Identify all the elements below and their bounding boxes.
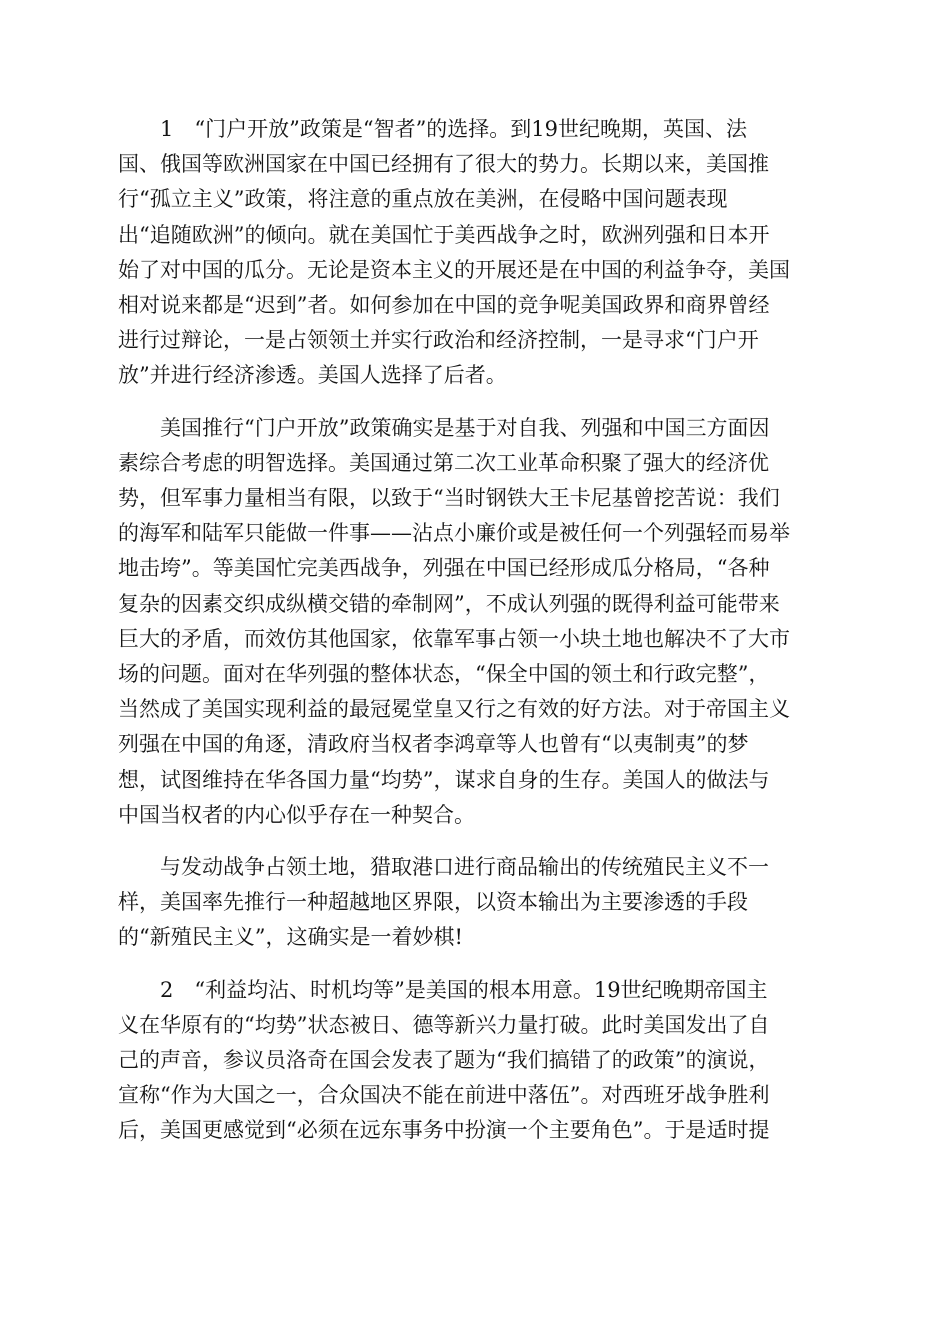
text-line: 2 “利益均沾、时机均等”是美国的根本用意。19世纪晚期帝国主 [160,977,768,1002]
text-line: 1 “门户开放”政策是“智者”的选择。到19世纪晚期，英国、法 [160,117,748,141]
text-line: 素综合考虑的明智选择。美国通过第二次工业革命积聚了强大的经济优 [118,450,769,475]
paragraph-open-door-wise-choice [118,112,838,394]
text-line: 场的问题。面对在华列强的整体状态，“保全中国的领土和行政完整”， [118,662,770,687]
text-line: 宣称“作为大国之一，合众国决不能在前进中落伍”。对西班牙战争胜利 [118,1083,770,1108]
text-line: 复杂的因素交织成纵横交错的牵制网”，不成认列强的既得利益可能带来 [118,591,780,616]
text-line: 行“孤立主义”政策，将注意的重点放在美洲，在侵略中国问题表现 [118,187,728,212]
text-line: 当然成了美国实现利益的最冠冕堂皇又行之有效的好方法。对于帝国主义 [118,697,790,722]
paragraph-new-colonialism [118,850,838,956]
text-line: 的“新殖民主义”，这确实是一着妙棋! [118,925,463,950]
text-line: 出“追随欧洲”的倾向。就在美国忙于美西战争之时，欧洲列强和日本开 [118,222,770,247]
text-line: 想，试图维持在华各国力量“均势”，谋求自身的生存。美国人的做法与 [118,767,770,792]
text-line: 中国当权者的内心似乎存在一种契合。 [118,802,475,827]
text-line: 义在华原有的“均势”状态被日、德等新兴力量打破。此时美国发出了自 [118,1012,770,1037]
document-body [118,112,838,1166]
text-line: 己的声音，参议员洛奇在国会发表了题为“我们搞错了的政策”的演说， [118,1048,770,1073]
text-line: 样，美国率先推行一种超越地区界限，以资本输出为主要渗透的手段 [118,890,748,915]
text-line: 与发动战争占领土地，猎取港口进行商品输出的传统殖民主义不一 [160,855,769,880]
paragraph-three-factors [118,411,838,833]
text-line: 列强在中国的角逐，清政府当权者李鸿章等人也曾有“以夷制夷”的梦 [118,732,749,757]
text-line: 地击垮”。等美国忙完美西战争，列强在中国已经形成瓜分格局，“各种 [118,556,770,581]
text-line: 美国推行“门户开放”政策确实是基于对自我、列强和中国三方面因 [160,415,770,440]
text-line: 的海军和陆军只能做一件事——沾点小廉价或是被任何一个列强轻而易举 [118,521,790,546]
text-line: 国、俄国等欧洲国家在中国已经拥有了很大的势力。长期以来，美国推 [118,152,769,177]
text-line: 进行过辩论，一是占领领土并实行政治和经济控制，一是寻求“门户开 [118,328,759,353]
text-line: 后，美国更感觉到“必须在远东事务中扮演一个主要角色”。于是适时提 [118,1118,770,1143]
text-line: 放”并进行经济渗透。美国人选择了后者。 [118,363,507,388]
paragraph-equal-opportunity [118,973,838,1149]
text-line: 巨大的矛盾，而效仿其他国家，依靠军事占领一小块土地也解决不了大市 [118,626,790,651]
text-line: 势，但军事力量相当有限，以致于“当时钢铁大王卡尼基曾挖苦说：我们 [118,486,780,511]
text-line: 相对说来都是“迟到”者。如何参加在中国的竞争呢美国政界和商界曾经 [118,293,770,318]
text-line: 始了对中国的瓜分。无论是资本主义的开展还是在中国的利益争夺，美国 [118,257,790,282]
